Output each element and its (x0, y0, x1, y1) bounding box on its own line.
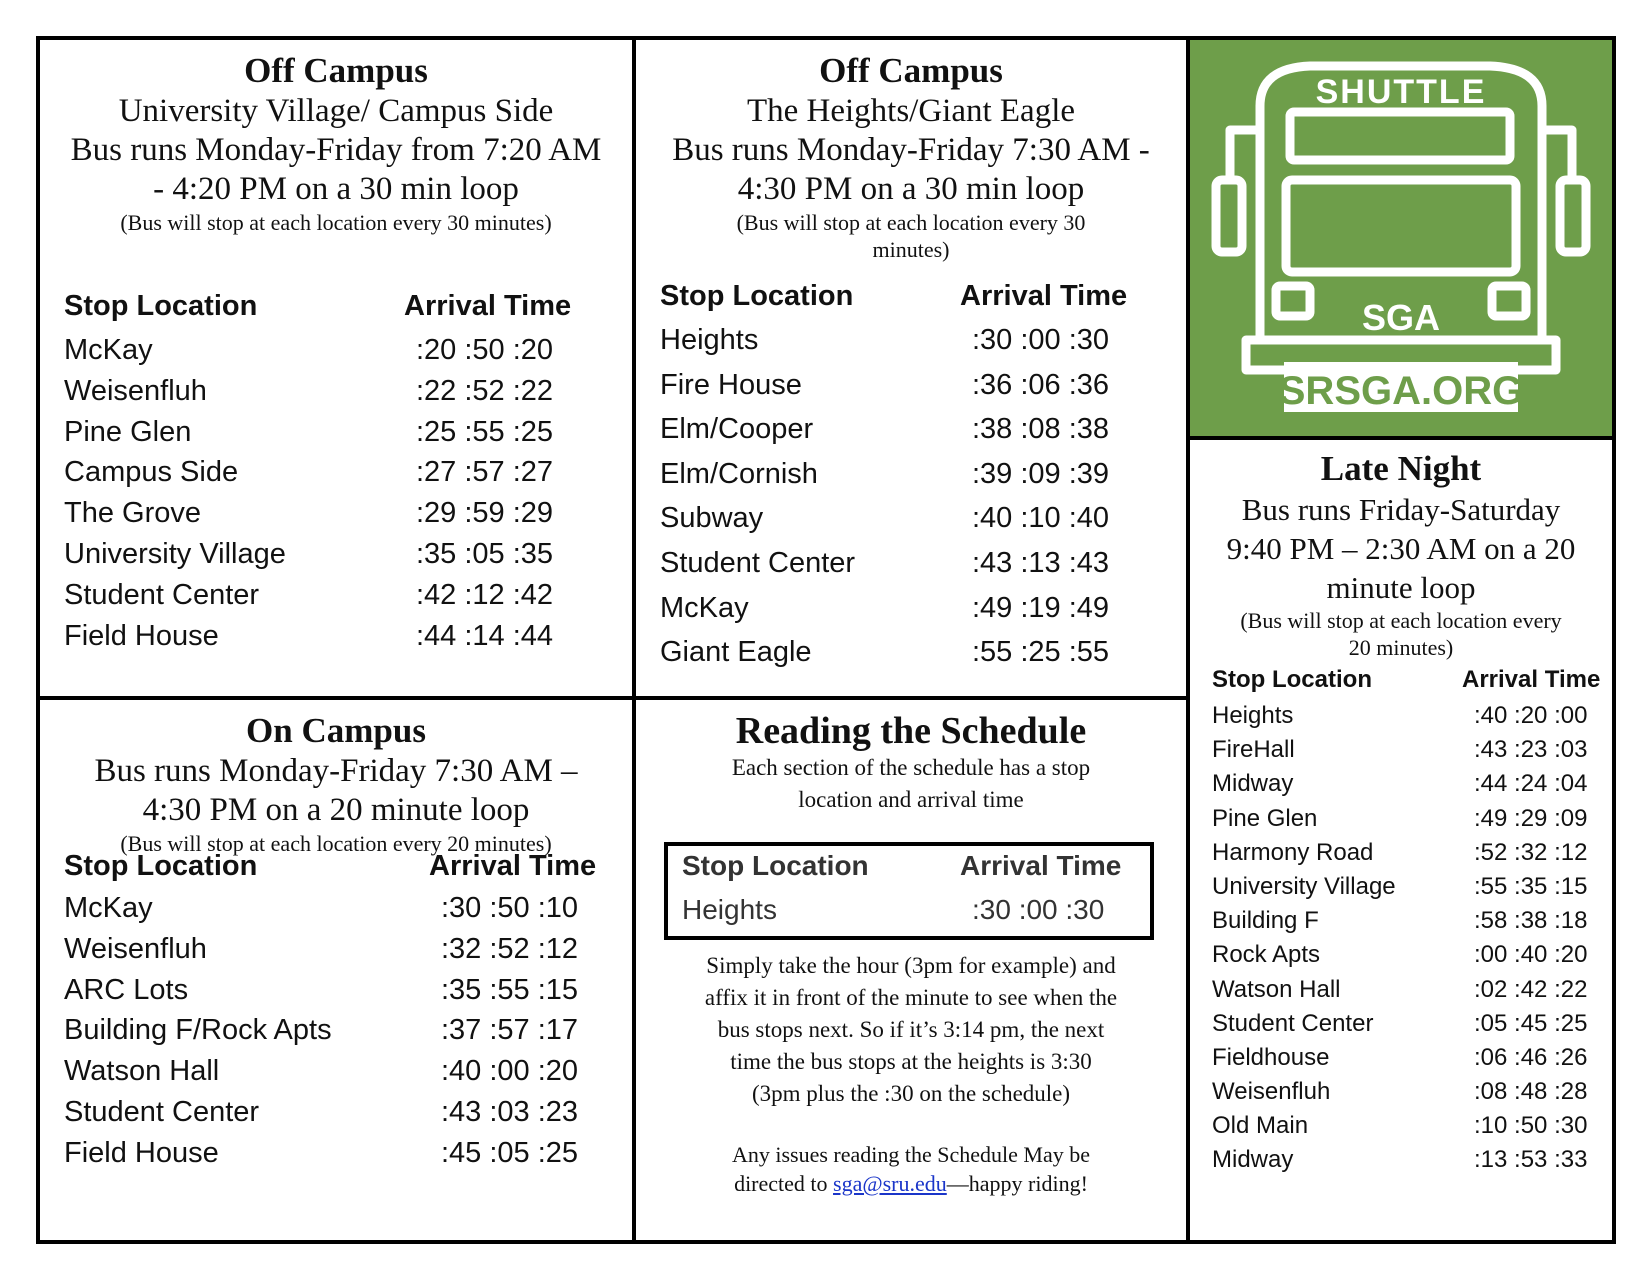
logo-sga-text: SGA (1361, 297, 1441, 338)
table-row (64, 933, 596, 974)
stop-location: Midway (1212, 1146, 1294, 1174)
heights-runs-line2: 4:30 PM on a 30 min loop (737, 171, 1085, 207)
stop-location: Student Center (64, 1095, 260, 1128)
table-row (64, 892, 596, 933)
reading-body-line2: affix it in front of the minute to see when the (704, 985, 1118, 1010)
table-row (64, 1055, 596, 1096)
stop-location: Pine Glen (1212, 804, 1318, 832)
reading-title: Reading the Schedule (735, 710, 1087, 752)
reading-body-line3: bus stops next. So if it’s 3:14 pm, the next (717, 1017, 1105, 1042)
arrival-time: :30 :50 :10 (441, 892, 579, 924)
stop-location: Elm/Cornish (660, 457, 818, 490)
table-row (1212, 736, 1600, 770)
stop-location: Watson Hall (1212, 975, 1341, 1003)
stop-location: ARC Lots (64, 973, 189, 1006)
example-col-time: Arrival Time (960, 850, 1122, 881)
stop-location: Building F/Rock Apts (64, 1014, 332, 1047)
late-note-line1: (Bus will stop at each location every (1240, 608, 1562, 633)
table-row (1212, 839, 1600, 873)
arrival-time: :45 :05 :25 (441, 1136, 579, 1169)
table-header (64, 850, 596, 892)
table-row (660, 636, 1127, 681)
stop-location: Heights (660, 324, 759, 356)
table-row (64, 456, 571, 497)
footer-pre-text: directed to (734, 1171, 834, 1196)
arrival-time: :25 :55 :25 (416, 415, 554, 448)
arrival-time: :35 :05 :35 (416, 537, 554, 570)
stop-location: Rock Apts (1212, 941, 1321, 969)
table-row (1212, 1010, 1600, 1044)
uv-runs-line2: - 4:20 PM on a 30 min loop (153, 171, 519, 207)
stop-location: Heights (1212, 702, 1294, 729)
latenight-schedule-panel (1186, 436, 1616, 1244)
table-header (1212, 666, 1600, 702)
arrival-time: :44 :14 :44 (416, 619, 554, 652)
table-row (1212, 907, 1600, 941)
col-header-location: Stop Location (1212, 666, 1372, 693)
late-runs-line2: 9:40 PM – 2:30 AM on a 20 (1226, 531, 1576, 566)
arrival-time: :43 :13 :43 (972, 546, 1110, 579)
table-row (660, 547, 1127, 592)
example-location: Heights (682, 894, 777, 925)
col-header-time: Arrival Time (429, 850, 597, 882)
oncampus-runs-line2: 4:30 PM on a 20 minute loop (142, 792, 530, 828)
arrival-time: :58 :38 :18 (1474, 907, 1588, 935)
stop-location: Student Center (64, 578, 260, 611)
table-row (660, 502, 1127, 547)
reading-intro-line2: location and arrival time (798, 787, 1024, 812)
uv-schedule-panel (36, 36, 636, 700)
table-row (64, 1096, 596, 1137)
table-row (1212, 873, 1600, 907)
reading-body-line1: Simply take the hour (3pm for example) and (706, 953, 1116, 978)
col-header-location: Stop Location (64, 290, 258, 322)
col-header-time: Arrival Time (1462, 666, 1601, 693)
oncampus-note: (Bus will stop at each location every 20 minutes) (120, 831, 552, 856)
arrival-time: :40 :00 :20 (441, 1055, 579, 1088)
arrival-time: :43 :03 :23 (441, 1095, 579, 1128)
table-row (660, 369, 1127, 414)
arrival-time: :32 :52 :12 (441, 932, 579, 965)
oncampus-stop-table (64, 850, 596, 1178)
logo-shuttle-text: SHUTTLE (1315, 73, 1487, 111)
heights-schedule-panel (632, 36, 1190, 700)
arrival-time: :49 :29 :09 (1474, 804, 1588, 832)
table-row (64, 538, 571, 579)
arrival-time: :55 :35 :15 (1474, 872, 1588, 900)
stop-location: Fire House (660, 368, 802, 401)
stop-location: The Grove (64, 497, 201, 530)
uv-stop-table (64, 290, 571, 660)
arrival-time: :20 :50 :20 (416, 334, 554, 366)
late-runs-line3: minute loop (1326, 570, 1476, 605)
col-header-time: Arrival Time (960, 280, 1128, 312)
stop-location: Building F (1212, 907, 1319, 935)
footer-post-text: —happy riding! (946, 1171, 1088, 1196)
stop-location: Weisenfluh (1212, 1078, 1331, 1106)
stop-location: Student Center (1212, 1009, 1374, 1037)
arrival-time: :29 :59 :29 (416, 497, 554, 530)
table-row (1212, 805, 1600, 839)
arrival-time: :36 :06 :36 (972, 368, 1110, 401)
shuttle-logo (1186, 36, 1616, 440)
bus-icon (1190, 40, 1612, 436)
oncampus-title: On Campus (246, 711, 426, 750)
stop-location: Field House (64, 619, 219, 652)
reading-body-line5: (3pm plus the :30 on the schedule) (751, 1081, 1071, 1106)
table-row (1212, 1078, 1600, 1112)
stop-location: Watson Hall (64, 1055, 220, 1088)
table-row (64, 579, 571, 620)
stop-location: McKay (64, 892, 153, 924)
table-row (64, 974, 596, 1015)
uv-title: Off Campus (244, 51, 428, 90)
late-title: Late Night (1320, 449, 1482, 488)
arrival-time: :55 :25 :55 (972, 636, 1110, 669)
arrival-time: :42 :12 :42 (416, 578, 554, 611)
arrival-time: :37 :57 :17 (441, 1014, 579, 1047)
stop-location: Weisenfluh (64, 932, 207, 965)
heights-note-line2: minutes) (872, 237, 950, 262)
oncampus-schedule-panel (36, 696, 636, 1244)
col-header-location: Stop Location (660, 280, 854, 312)
stop-location: Student Center (660, 546, 856, 579)
stop-location: FireHall (1212, 736, 1295, 764)
table-row (64, 497, 571, 538)
table-row (64, 416, 571, 457)
arrival-time: :35 :55 :15 (441, 973, 579, 1006)
table-row (660, 592, 1127, 637)
table-row (1212, 1112, 1600, 1146)
uv-note: (Bus will stop at each location every 30 minutes) (120, 210, 552, 235)
uv-subtitle: University Village/ Campus Side (118, 93, 554, 129)
arrival-time: :49 :19 :49 (972, 591, 1110, 624)
arrival-time: :00 :40 :20 (1474, 941, 1588, 969)
stop-location: Midway (1212, 770, 1294, 798)
example-col-location: Stop Location (682, 850, 869, 881)
stop-location: Subway (660, 502, 764, 535)
table-row (1212, 770, 1600, 804)
table-row (660, 458, 1127, 503)
table-row (1212, 1146, 1600, 1180)
arrival-time: :27 :57 :27 (416, 456, 554, 489)
arrival-time: :30 :00 :30 (972, 324, 1110, 356)
table-row (660, 324, 1127, 369)
table-row (64, 375, 571, 416)
table-row (1212, 1044, 1600, 1078)
table-row (64, 1014, 596, 1055)
heights-note-line1: (Bus will stop at each location every 30 (736, 210, 1086, 235)
example-schedule-box (664, 842, 1154, 940)
heights-title: Off Campus (819, 51, 1003, 90)
table-row (660, 413, 1127, 458)
reading-footer-line2 (636, 1169, 1186, 1198)
table-row (1212, 941, 1600, 975)
arrival-time: :22 :52 :22 (416, 374, 554, 407)
stop-location: Campus Side (64, 456, 239, 489)
reading-footer-line1: Any issues reading the Schedule May be (731, 1142, 1091, 1167)
stop-location: Fieldhouse (1212, 1043, 1330, 1071)
table-header (660, 280, 1127, 324)
arrival-time: :05 :45 :25 (1474, 1009, 1588, 1037)
col-header-location: Stop Location (64, 850, 258, 882)
stop-location: University Village (1212, 872, 1396, 900)
table-row (1212, 702, 1600, 736)
arrival-time: :52 :32 :12 (1474, 838, 1588, 866)
stop-location: Old Main (1212, 1112, 1309, 1140)
latenight-stop-table (1212, 666, 1600, 1181)
reading-intro-line1: Each section of the schedule has a stop (731, 755, 1091, 780)
arrival-time: :02 :42 :22 (1474, 975, 1588, 1003)
stop-location: Field House (64, 1136, 219, 1169)
heights-stop-table (660, 280, 1127, 681)
arrival-time: :38 :08 :38 (972, 413, 1110, 446)
arrival-time: :10 :50 :30 (1474, 1112, 1588, 1140)
arrival-time: :06 :46 :26 (1474, 1043, 1588, 1071)
heights-subtitle: The Heights/Giant Eagle (746, 93, 1076, 129)
reading-body-line4: time the bus stops at the heights is 3:30 (730, 1049, 1092, 1074)
col-header-time: Arrival Time (404, 290, 572, 322)
stop-location: Pine Glen (64, 415, 192, 448)
uv-runs-line1: Bus runs Monday-Friday from 7:20 AM (70, 132, 602, 168)
arrival-time: :40 :20 :00 (1474, 702, 1588, 729)
stop-location: McKay (660, 591, 749, 624)
example-time: :30 :00 :30 (972, 894, 1105, 925)
arrival-time: :13 :53 :33 (1474, 1146, 1588, 1174)
reading-guide-panel (632, 696, 1190, 1244)
stop-location: Weisenfluh (64, 374, 207, 407)
table-header (64, 290, 571, 334)
stop-location: University Village (64, 537, 286, 570)
heights-runs-line1: Bus runs Monday-Friday 7:30 AM - (672, 132, 1150, 168)
table-row (64, 620, 571, 661)
stop-location: Giant Eagle (660, 636, 812, 669)
arrival-time: :39 :09 :39 (972, 457, 1110, 490)
stop-location: Elm/Cooper (660, 413, 814, 446)
table-row (64, 334, 571, 375)
stop-location: McKay (64, 334, 153, 366)
email-link[interactable]: sga@sru.edu (833, 1171, 947, 1196)
logo-url-text: SRSGA.ORG (1278, 369, 1524, 413)
table-row (64, 1137, 596, 1178)
oncampus-runs-line1: Bus runs Monday-Friday 7:30 AM – (94, 753, 578, 789)
table-row (1212, 976, 1600, 1010)
arrival-time: :44 :24 :04 (1474, 770, 1588, 798)
stop-location: Harmony Road (1212, 838, 1374, 866)
arrival-time: :40 :10 :40 (972, 502, 1110, 535)
arrival-time: :08 :48 :28 (1474, 1078, 1588, 1106)
late-runs-line1: Bus runs Friday-Saturday (1241, 492, 1561, 527)
late-note-line2: 20 minutes) (1348, 635, 1454, 660)
arrival-time: :43 :23 :03 (1474, 736, 1588, 764)
